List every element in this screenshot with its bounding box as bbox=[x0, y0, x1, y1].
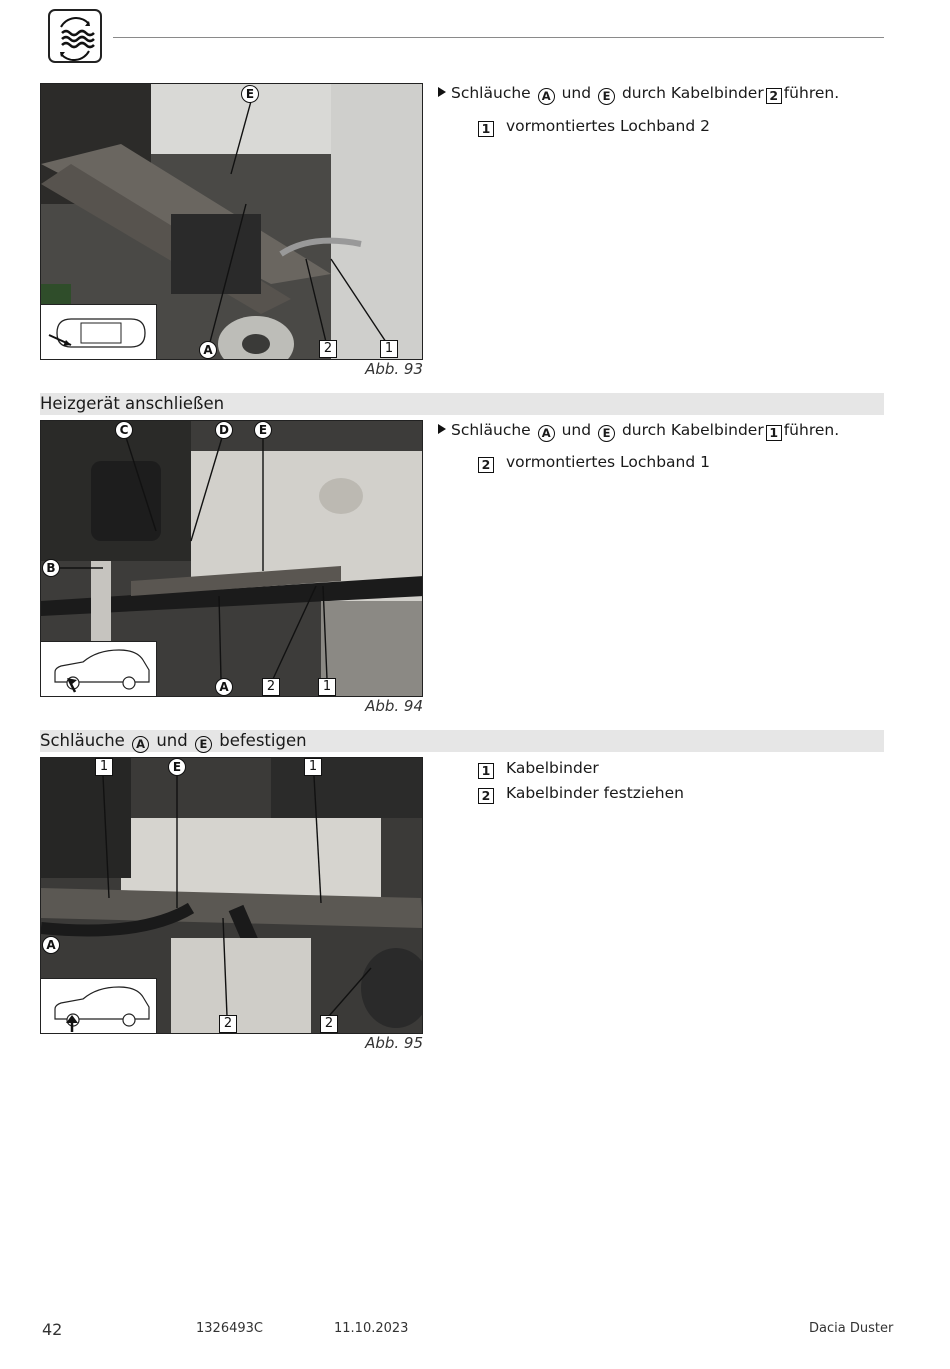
ref-box: 1 bbox=[478, 121, 494, 137]
doc-date: 11.10.2023 bbox=[334, 1321, 409, 1336]
callout-A: A bbox=[199, 341, 217, 359]
callout-1: 1 bbox=[304, 758, 322, 776]
callout-2: 2 bbox=[319, 340, 337, 358]
callout-B: B bbox=[42, 559, 60, 577]
ref-circle: E bbox=[195, 736, 212, 753]
heater-water-icon bbox=[48, 9, 102, 63]
header-rule bbox=[113, 37, 884, 38]
callout-2: 2 bbox=[262, 678, 280, 696]
figure-94-caption: Abb. 94 bbox=[365, 697, 423, 715]
ref-box: 2 bbox=[478, 457, 494, 473]
legend-item: 2 vormontiertes Lochband 1 bbox=[476, 453, 710, 473]
figure-93-caption: Abb. 93 bbox=[365, 360, 423, 378]
ref-circle: E bbox=[598, 425, 615, 442]
step-arrow-icon bbox=[438, 87, 446, 97]
ref-box: 2 bbox=[478, 788, 494, 804]
vehicle-location-inset bbox=[41, 304, 157, 359]
callout-C: C bbox=[115, 421, 133, 439]
callout-1: 1 bbox=[380, 340, 398, 358]
callout-A: A bbox=[215, 678, 233, 696]
doc-number: 1326493C bbox=[196, 1321, 263, 1336]
ref-circle: E bbox=[598, 88, 615, 105]
legend-item: 2 Kabelbinder festziehen bbox=[476, 784, 684, 804]
step-2: Schläuche A und E durch Kabelbinder 1 führen. bbox=[438, 421, 839, 442]
ref-circle: A bbox=[132, 736, 149, 753]
callout-D: D bbox=[215, 421, 233, 439]
ref-circle: A bbox=[538, 88, 555, 105]
legend-item: 1 Kabelbinder bbox=[476, 759, 599, 779]
step-1: Schläuche A und E durch Kabelbinder 2 führen. bbox=[438, 84, 839, 105]
vehicle-model: Dacia Duster bbox=[809, 1321, 894, 1336]
callout-2: 2 bbox=[219, 1015, 237, 1033]
callout-A: A bbox=[42, 936, 60, 954]
ref-box: 1 bbox=[766, 425, 782, 441]
vehicle-location-inset bbox=[41, 978, 157, 1033]
figure-93-photo bbox=[40, 83, 423, 360]
step-arrow-icon bbox=[438, 424, 446, 434]
ref-box: 2 bbox=[766, 88, 782, 104]
callout-E: E bbox=[241, 85, 259, 103]
figure-95-photo bbox=[40, 757, 423, 1034]
callout-2: 2 bbox=[320, 1015, 338, 1033]
section-heading: Schläuche A und E befestigen bbox=[40, 730, 884, 752]
figure-95-caption: Abb. 95 bbox=[365, 1034, 423, 1052]
callout-E: E bbox=[168, 758, 186, 776]
callout-E: E bbox=[254, 421, 272, 439]
figure-94-photo bbox=[40, 420, 423, 697]
ref-circle: A bbox=[538, 425, 555, 442]
section-heading: Heizgerät anschließen bbox=[40, 393, 884, 415]
ref-box: 1 bbox=[478, 763, 494, 779]
callout-1: 1 bbox=[95, 758, 113, 776]
legend-item: 1 vormontiertes Lochband 2 bbox=[476, 117, 710, 137]
callout-1: 1 bbox=[318, 678, 336, 696]
page-number: 42 bbox=[42, 1320, 63, 1339]
vehicle-location-inset bbox=[41, 641, 157, 696]
